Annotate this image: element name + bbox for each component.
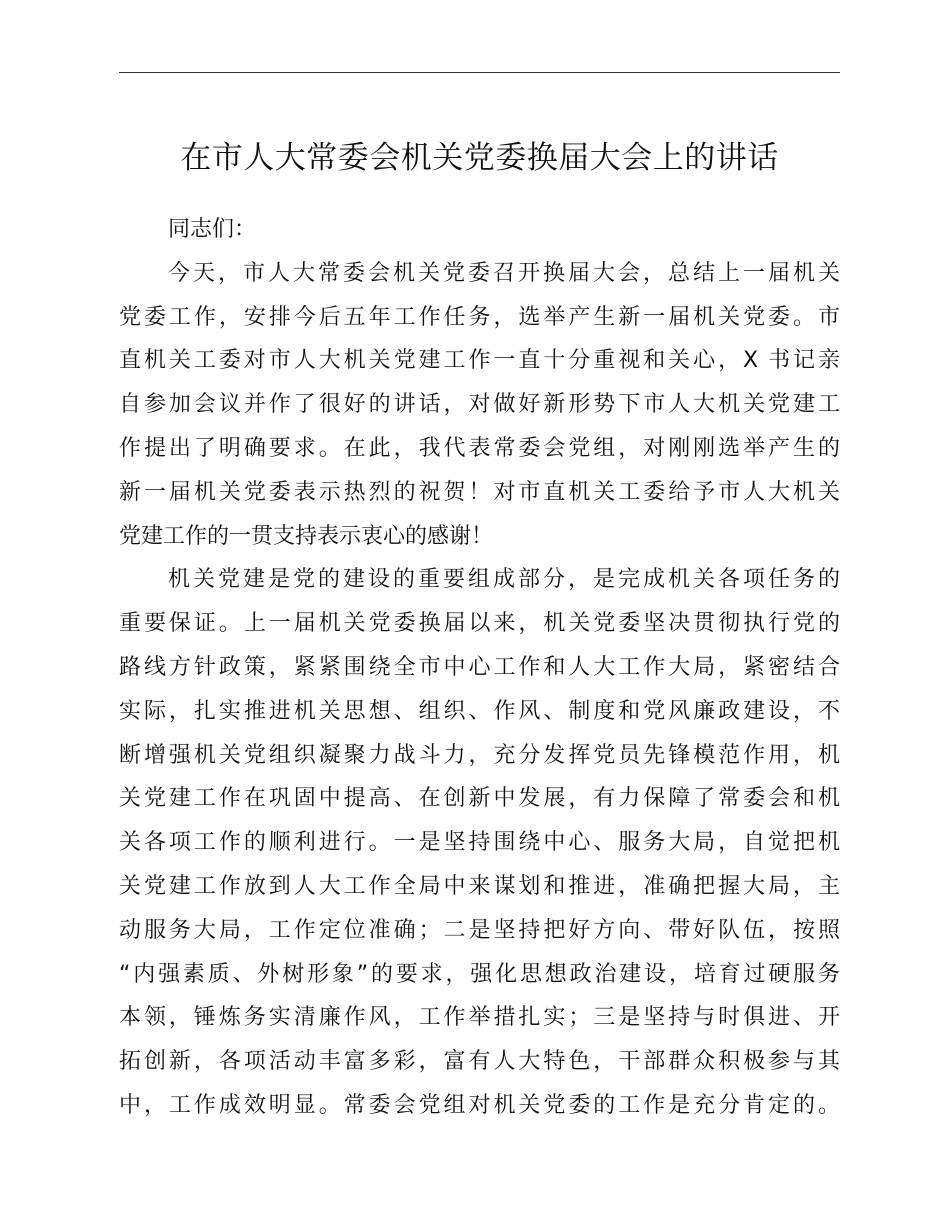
header-rule: [119, 72, 840, 73]
paragraph-1-line: 党建工作的一贯支持表示衷心的感谢！: [119, 523, 494, 549]
paragraph-2-line: “内强素质、外树形象”的要求，强化思想政治建设，培育过硬服务: [119, 961, 840, 987]
paragraph-2-line: 路线方针政策，紧紧围绕全市中心工作和人大工作大局，紧密结合: [119, 654, 840, 680]
paragraph-1-line: 作提出了明确要求。在此，我代表常委会党组，对刚刚选举产生的: [119, 435, 840, 461]
paragraph-1-line: 党委工作，安排今后五年工作任务，选举产生新一届机关党委。市: [119, 304, 840, 330]
paragraph-1-line: 直机关工委对市人大机关党建工作一直十分重视和关心，X 书记亲: [119, 348, 840, 374]
document-title: 在市人大常委会机关党委换届大会上的讲话: [180, 140, 779, 176]
paragraph-1-line: 自参加会议并作了很好的讲话，对做好新形势下市人大机关党建工: [119, 392, 840, 418]
paragraph-2-line: 机关党建是党的建设的重要组成部分，是完成机关各项任务的: [168, 567, 840, 593]
paragraph-1-line: 今天，市人大常委会机关党委召开换届大会，总结上一届机关: [168, 260, 840, 286]
paragraph-2-line: 关各项工作的顺利进行。一是坚持围绕中心、服务大局，自觉把机: [119, 830, 840, 856]
paragraph-2-line: 断增强机关党组织凝聚力战斗力，充分发挥党员先锋模范作用，机: [119, 742, 840, 768]
paragraph-2-line: 本领，锤炼务实清廉作风，工作举措扎实；三是坚持与时俱进、开: [119, 1005, 840, 1031]
paragraph-2-line: 动服务大局，工作定位准确；二是坚持把好方向、带好队伍，按照: [119, 917, 840, 943]
paragraph-2-line: 关党建工作放到人大工作全局中来谋划和推进，准确把握大局，主: [119, 873, 840, 899]
salutation: 同志们：: [168, 217, 257, 242]
paragraph-2-line: 中，工作成效明显。常委会党组对机关党委的工作是充分肯定的。: [119, 1092, 840, 1118]
paragraph-2-line: 重要保证。上一届机关党委换届以来，机关党委坚决贯彻执行党的: [119, 611, 840, 637]
document-body: [119, 208, 840, 1128]
paragraph-2-line: 关党建工作在巩固中提高、在创新中发展，有力保障了常委会和机: [119, 786, 840, 812]
paragraph-2-line: 实际，扎实推进机关思想、组织、作风、制度和党风廉政建设，不: [119, 698, 840, 724]
paragraph-1-line: 新一届机关党委表示热烈的祝贺！对市直机关工委给予市人大机关: [119, 479, 840, 505]
paragraph-2-line: 拓创新，各项活动丰富多彩，富有人大特色，干部群众积极参与其: [119, 1049, 840, 1075]
